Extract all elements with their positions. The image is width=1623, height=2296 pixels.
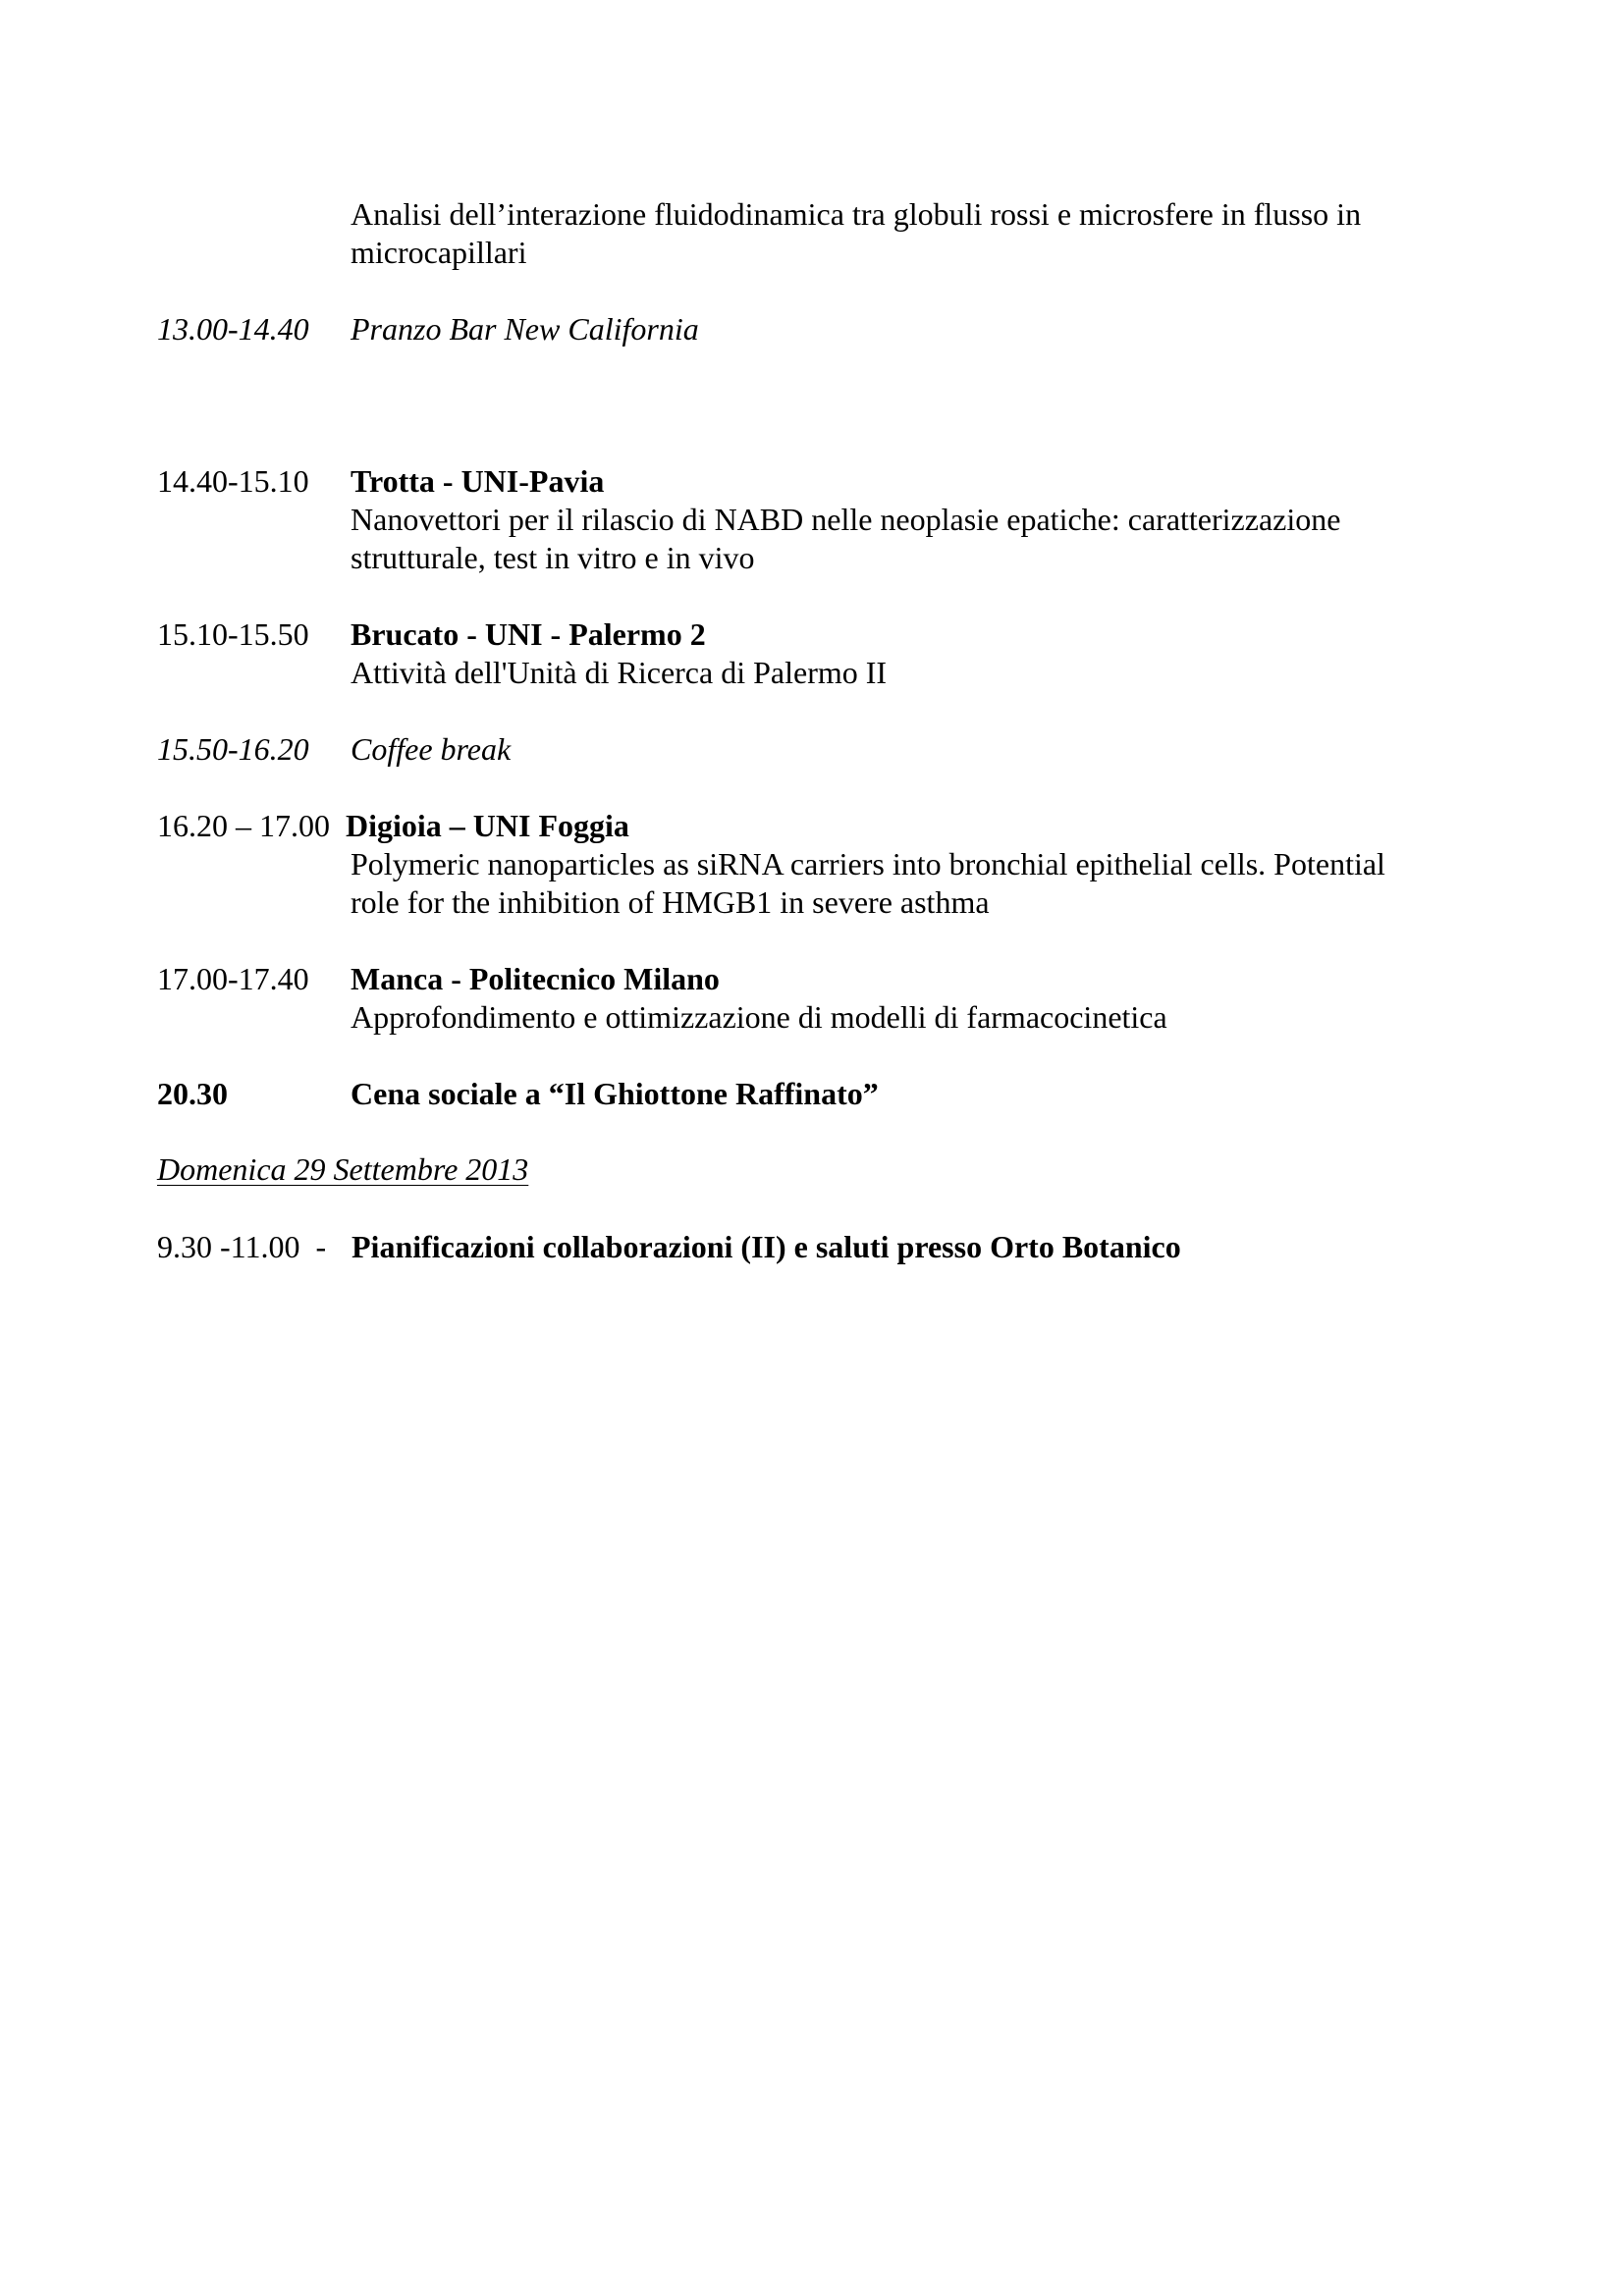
talk-manca-title-line-1: Approfondimento e ottimizzazione di modelli di farmacocinetica [351, 999, 1167, 1035]
day-heading: Domenica 29 Settembre 2013 [157, 1151, 529, 1187]
talk-manca-time: 17.00-17.40 [157, 961, 309, 996]
coffee-time: 15.50-16.20 [157, 731, 309, 767]
talk-trotta-title-line-2: strutturale, test in vitro e in vivo [351, 540, 755, 575]
coffee-label: Coffee break [351, 731, 512, 767]
talk-trotta-title-line-1: Nanovettori per il rilascio di NABD nelle neoplasie epatiche: caratterizzazione [351, 502, 1341, 537]
talk-trotta-time: 14.40-15.10 [157, 463, 309, 499]
closing-time: 9.30 -11.00 - [157, 1229, 335, 1264]
talk-digioia-time: 16.20 – 17.00 [157, 808, 330, 843]
talk-brucato-speaker: Brucato - UNI - Palermo 2 [351, 616, 706, 652]
lunch-time: 13.00-14.40 [157, 311, 309, 347]
talk-digioia-title-line-1: Polymeric nanoparticles as siRNA carriers into bronchial epithelial cells. Potential [351, 846, 1385, 881]
talk-brucato-time: 15.10-15.50 [157, 616, 309, 652]
talk-digioia-speaker: Digioia – UNI Foggia [346, 808, 629, 843]
intro-title-line-2: microcapillari [351, 235, 527, 270]
intro-title-line-1: Analisi dell’interazione fluidodinamica tra globuli rossi e microsfere in flusso in [351, 196, 1362, 232]
talk-digioia-title-line-2: role for the inhibition of HMGB1 in severe asthma [351, 884, 990, 920]
dinner-time: 20.30 [157, 1076, 228, 1111]
talk-trotta-speaker: Trotta - UNI-Pavia [351, 463, 605, 499]
dinner-label: Cena sociale a “Il Ghiottone Raffinato” [351, 1076, 879, 1111]
talk-manca-speaker: Manca - Politecnico Milano [351, 961, 720, 996]
talk-brucato-title-line-1: Attività dell'Unità di Ricerca di Palermo II [351, 655, 888, 690]
lunch-label: Pranzo Bar New California [351, 311, 699, 347]
closing-label: Pianificazioni collaborazioni (II) e saluti presso Orto Botanico [352, 1229, 1181, 1264]
